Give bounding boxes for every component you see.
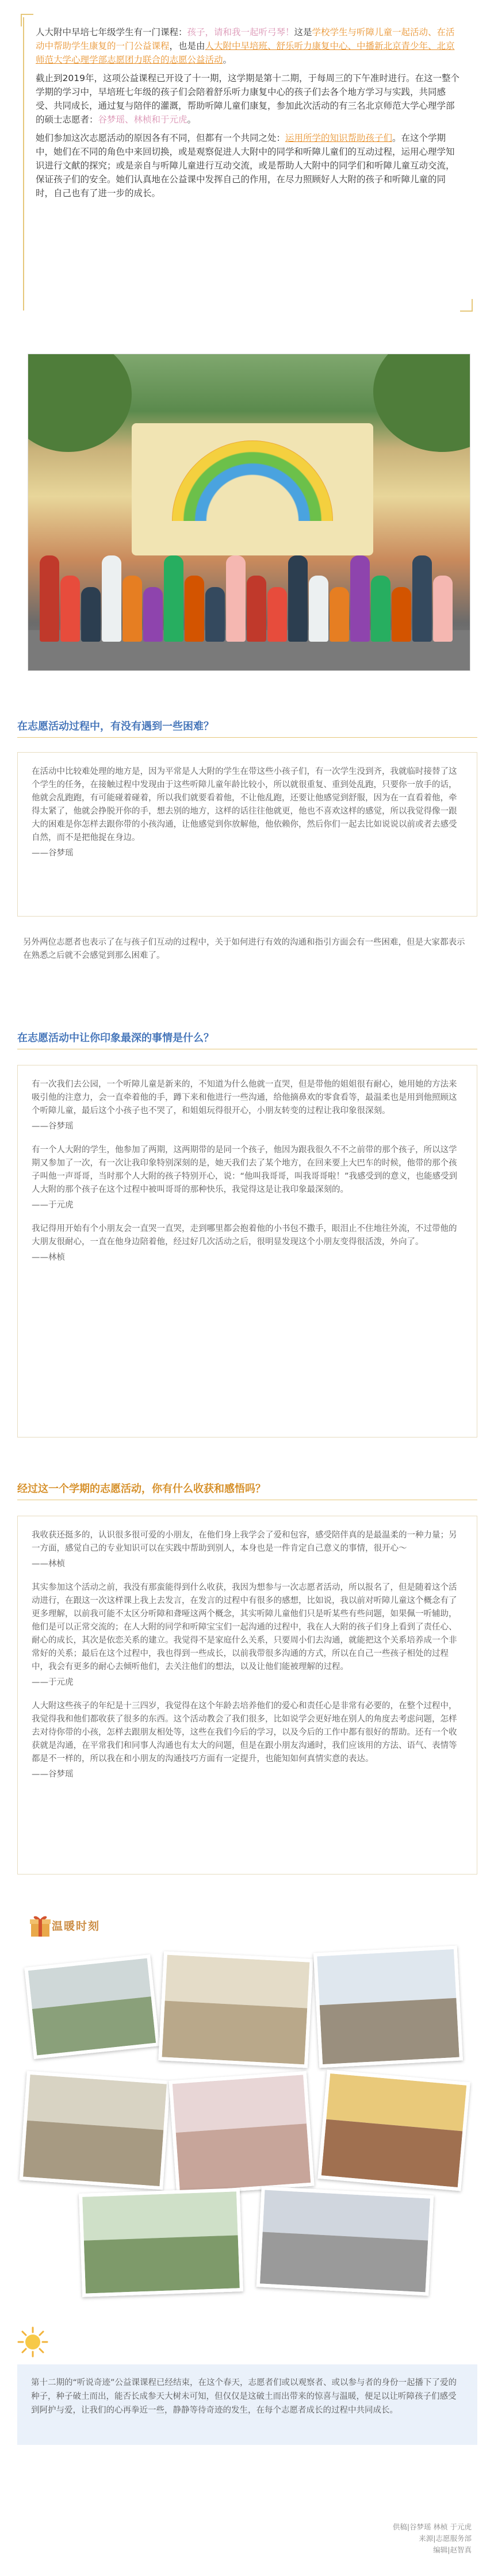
summary-text: 另外两位志愿者也表示了在与孩子们互动的过程中，关于如何进行有效的沟通和指引方面会有一些困难，但是大家都表示在熟悉之后就不会感觉到那么困难了。: [23, 938, 465, 960]
photo-person: [247, 576, 266, 642]
quote-text: 在活动中比较难处理的地方是，因为平常是人大附的学生在带这些小孩子们，有一次学生没到齐，我就临时接替了这个学生的任务，在接触过程中发现由于这些听障儿童年龄比较小，所以就很重复、重到处乱跑，只要你一放手的话，他就会乱跑跑，有可能碰着碰着，所以我们就要看着他，不让他乱跑，还要让他感觉到舒服，因为在一直看着他，牵得太紧了，他就会挣脱开你的手，想去别的地方，这样的话往往他就更，他也不喜欢这样的感觉，所以我觉得像一跟大的困难是你怎样去跟你带的小孩沟通，让他感觉到你放解他，他依赖你，然后你们一起去比如说说以前或者去感受自然，而不是把他捉在身边。: [32, 767, 457, 842]
photo-person: [185, 576, 204, 642]
collage-photo: [317, 2069, 470, 2191]
collage-photo: [158, 1951, 313, 2068]
quote-card-difficulties: [17, 752, 477, 917]
quote-signature: ——谷梦瑶: [32, 1770, 74, 1779]
sun-icon: [17, 2326, 48, 2358]
photo-person: [371, 576, 390, 642]
photo-person: [433, 576, 453, 642]
group-photo: [28, 354, 470, 671]
photo-person: [350, 555, 370, 642]
collage-photo: [20, 2071, 171, 2190]
quote-signature: ——于元虎: [32, 1678, 74, 1687]
section-heading-gains: 经过这一个学期的志愿活动，你有什么收获和感悟吗？: [17, 1483, 266, 1495]
photo-person: [288, 555, 308, 642]
quote-signature: ——谷梦瑶: [32, 1122, 74, 1131]
collage-photo: [24, 1954, 160, 2059]
quote-text: 其实参加这个活动之前，我没有那蛮能得到什么收获，我因为想参与一次志愿者活动，所以报名了，但是随着这个活动进行，在跟这一次这样课上我上去发言，在发言的过程中有很多的感想，比如说，我以前对听障儿童这个概念有了更多理解，以前我可能不太区分听障和聋哑这两个概念，其实听障儿童他们只是听某些有些问题，如果佩一听辅助，他们是可以正常交流的；在人大附的同学和听障宝宝们一起沟通的过程中，我在人大附的孩子们身上看到了责任心、耐心的成长，其次是依恋关系的建立。我觉得不是家庭什么关系，只要周小们去沟通，就能把这个关系培养成一个非常好的关系；最后在这个过程中，我也得到一些成长，以前我带很多沟通的方式，所以在自己一些孩子相处的过程中，我会有更多的耐心去倾听他们，去关注他们的想法，以及让他们能被理解的过程。: [32, 1583, 457, 1672]
quote-text: 我记得用开始有个小朋友会一直哭一直哭，走到哪里都会抱着他的小书包不撒手，眼泪止不住地往外流，不过带他的大朋友很耐心，一直在他身边陪着他，经过好几次活动之后，很明显发现这个小朋友变得很活泼，外向了。: [32, 1224, 457, 1247]
collage-photo: [79, 2188, 243, 2297]
credit-writers: 供稿|谷梦瑶 林桢 于元虎: [392, 2523, 472, 2531]
photo-person: [40, 555, 59, 642]
intro-paragraph-2: 截止到2019年，这项公益课程已开设了十一期，这学期是第十二期，于每周三的下午准时进行。在这一整个学期的学习中，早培班七年级的孩子们会陪着舒乐听力康复中心的孩子们去各个地方学习与实践，共同感受、共同成长，通过复与陪伴的灌溉，帮助听障儿童们康复，参加此次活动的有三名北京师范大学心理学部的硕士志愿者：谷梦瑶、林桢和于元虎。: [36, 73, 459, 125]
quote-text: 人大附这些孩子的年纪是十三四岁，我觉得在这个年龄去培养他们的爱心和责任心是非常有必要的，在整个过程中，我觉得我和他们都收获了很多的东西。这个活动教会了我们很多，比如说学会更好地在别人的角度去考虑问题，怎样去对待你带的小孩，怎样去跟朋友相处等，这些在我们今后的学习，以及今后的工作中都有很好的帮助。还有一个收获就是沟通，在平常我们和同事人沟通也有太大的问题，但是在跟小朋友沟通时，我们应该用的方法、语气、表情等都是不一样的，所以我在和小朋友的沟通技巧方面有一定提升，也能知如何真情实意的表达。: [32, 1701, 457, 1764]
credits: [345, 2521, 472, 2556]
quote-signature: ——于元虎: [32, 1201, 74, 1210]
quote-card-gains: [17, 1516, 477, 1874]
photo-person: [164, 555, 183, 642]
quote-signature: ——林桢: [32, 1559, 65, 1569]
photo-person: [392, 587, 411, 642]
quote-text: 我收获还挺多的，认识很多很可爱的小朋友，在他们身上我学会了爱和包容，感受陪伴真的是最温柔的一种力量；另一方面，感觉自己的专业知识可以在实践中帮助到别人，本身也是一件肯定自己意义的事情，很开心～: [32, 1531, 457, 1553]
photo-person: [267, 587, 287, 642]
quote-signature: ——林桢: [32, 1253, 65, 1262]
photo-person: [122, 576, 142, 642]
photo-person: [412, 555, 432, 642]
closing-text-box: 第十二期的“听说奇迹”公益课课程已经结束，在这个春天，志愿者们或以观察者、或以参与者的身份一起播下了爱的种子，种子破土而出，能否长成参天大树未可知，但仅仅是这破土而出带来的惊喜与温暖，便足以让听障孩子们感受到阿护与爱，让我们的心再拳近一些，静静等待奇迹的发生，在每个志愿者成长的过程中共同成长。: [17, 2364, 477, 2445]
photo-collage: [17, 1949, 477, 2300]
quote-card-impression: [17, 1065, 477, 1438]
photo-person: [309, 576, 328, 642]
photo-person: [226, 555, 246, 642]
credit-source: 来源|志愿服务部: [419, 2534, 472, 2543]
quote-signature: ——谷梦瑶: [32, 849, 74, 858]
section-heading-difficulties: 在志愿活动过程中，有没有遇到一些困难？: [17, 720, 214, 733]
section-heading-impression: 在志愿活动中让你印象最深的事情是什么？: [17, 1032, 214, 1044]
collage-photo: [313, 1946, 463, 2068]
gift-box-icon: [28, 1914, 53, 1939]
photo-person: [81, 587, 101, 642]
intro-section: [23, 17, 472, 310]
credit-editor: 编辑|赵智真: [433, 2546, 472, 2554]
photo-person: [205, 587, 225, 642]
warm-moments-title: 温暖时刻: [52, 1920, 101, 1933]
collage-photo: [169, 2071, 314, 2195]
photo-person: [60, 576, 80, 642]
photo-person: [330, 587, 349, 642]
section-divider: [17, 737, 477, 738]
collage-photo: [256, 2186, 434, 2295]
quote-text: 有一个人大附的学生，他参加了两期，这两期带的是同一个孩子，他因为跟我很久不不之前带的那个孩子，所以这学期又参加了一次，有一次让我印象特别深刻的是，她天我们去了某个地方，在回来要上大巴车的时候，他带的那个孩子叫他一声哥哥，当时那个人大附的孩子特别开心，说：“他叫我哥哥，叫我哥哥啦！”我感受到的意义，也能感受到人大附的那个孩子在这个过程中被叫哥哥的那种快乐，我觉得这是让我印象最深刻的。: [32, 1145, 458, 1194]
intro-paragraph-1: 人大附中早培七年级学生有一门课程：孩子，请和我一起听弓琴！这是学校学生与听障儿童一起活动、在活动中帮助学生康复的一门公益课程，也是由人大附中早培班、舒乐听力康复中心、中播新北京青少年、北京师范大学心理学部志愿团力联合的志愿公益活动。: [36, 27, 455, 65]
photo-person: [143, 587, 163, 642]
intro-paragraph-3: 她们参加这次志愿活动的原因各有不同，但都有一个共同之处：运用所学的知识帮助孩子们。在这个学期中，她们在不同的角色中来回切换，或是观察促进人大附中的同学和听障儿童们的互动过程，运用心理学知识进行文献的探究；或是亲自与听障儿童进行互动交流，或是帮助人大附中的同学们和听障儿童互动交流，保证孩子们的安全。她们认真地在公益课中发挥自己的作用，在尽力照顾好人大附的孩子和听障儿童的同时，自己也有了进一步的成长。: [36, 133, 455, 198]
quote-text: 有一次我们去公园，一个听障儿童是新来的，不知道为什么他就一直哭，但是带他的姐姐很有耐心，她用她的方法来吸引他的注意力，会一直牵着他的手，蹲下来和他进行一些沟通，给他摘鼻欢的零食看等，最温柔也是用到他照顾这个听障儿童，最后这个小孩子也不哭了，和姐姐玩得很开心，小朋友转变的过程让我印象很深刻。: [32, 1080, 457, 1116]
photo-person: [102, 555, 121, 642]
